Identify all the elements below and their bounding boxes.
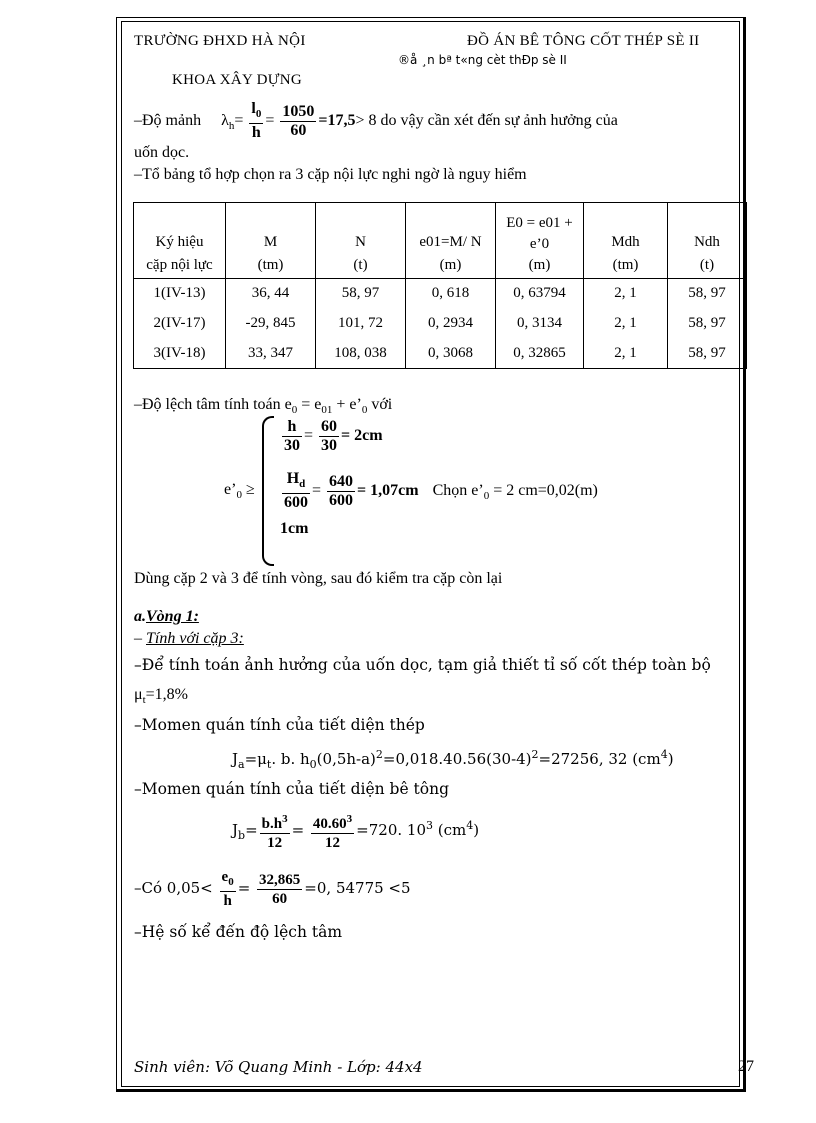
table-cell: 1(IV-13)	[134, 279, 226, 309]
frac-num-sub: d	[299, 478, 306, 491]
fraction-l0-h	[249, 100, 263, 142]
ja-formula-text: =0,018.40.56(30-4)	[382, 750, 532, 768]
choose-text: Chọn e’	[432, 481, 484, 499]
choose-text: = 2 cm=0,02(m)	[489, 481, 598, 499]
table-cell: 2, 1	[584, 339, 668, 369]
frac-den: h	[223, 893, 232, 909]
header-text: Ký hiệu	[155, 234, 204, 250]
sub-prefix: –	[134, 630, 146, 647]
round1-prefix: a.	[134, 608, 146, 625]
frac-den: 30	[321, 437, 338, 454]
table-header-row	[134, 203, 747, 279]
footer-student: Sinh viên: Võ Quang Minh - Lớp: 44x4	[134, 1058, 423, 1076]
table-header-cell	[406, 203, 496, 279]
table-cell: 36, 44	[226, 279, 316, 309]
table-cell: 0, 2934	[406, 309, 496, 339]
case2-result: = 1,07cm	[357, 481, 419, 499]
header-text: (t)	[353, 257, 368, 273]
ecc-text: với	[367, 396, 393, 413]
frac-num-sub: 0	[255, 108, 262, 121]
check-result: =0, 54775 <5	[304, 879, 411, 897]
round1-title	[134, 608, 199, 626]
table-cell: 58, 97	[668, 339, 747, 369]
frac-den: 12	[325, 835, 341, 851]
round1-title-text: Vòng 1:	[146, 608, 199, 625]
frac-bh3-12: $\frac{b.h^3}{12}$	[260, 810, 290, 852]
use-pairs-line: Dùng cặp 2 và 3 để tính vòng, sau đó kiểm tra cặp còn lại	[134, 570, 503, 587]
frac-60-30	[319, 418, 339, 455]
header-text: (m)	[439, 257, 462, 273]
e0-lhs: $e’_0$ ≥	[224, 481, 255, 502]
table-cell: 2, 1	[584, 279, 668, 309]
ja-formula: $J_a=\mu_t$. b. $h_0(0,5h-a)^2=0,018.40.56(30-4)^2=27256$, 32 $(cm^4)$	[232, 748, 674, 771]
table-cell: 58, 97	[316, 279, 406, 309]
frac-32865-60	[257, 871, 302, 908]
case1-result: = 2cm	[341, 427, 383, 445]
internal-forces-table	[133, 202, 747, 369]
table-header-cell	[584, 203, 668, 279]
frac-den: h	[251, 124, 261, 142]
jb-result: =720. 10	[356, 821, 426, 839]
ecc-lhs-text: e’	[224, 481, 237, 498]
table-cell: 0, 3068	[406, 339, 496, 369]
table-cell: 2, 1	[584, 309, 668, 339]
frac-num: b.h	[261, 816, 283, 832]
subtitle-text: Tính với cặp 3:	[146, 630, 244, 647]
header-text: (tm)	[257, 257, 284, 273]
assume-line: –Để tính toán ảnh hưởng của uốn dọc, tạm giả thiết tỉ số cốt thép toàn bộ	[134, 656, 711, 674]
table-header-cell	[134, 203, 226, 279]
ecc-text: + e’	[332, 396, 362, 413]
table-cell: 101, 72	[316, 309, 406, 339]
ecc-text: –Độ lệch tâm tính toán e	[134, 396, 292, 413]
frac-num: l	[251, 100, 256, 117]
mu-value: =1,8%	[145, 686, 188, 703]
slenderness-line: –Độ mảnh $\lambda_h=$ $\frac{l_0}{h}$ = $\frac{1050}{60}$ =17,5> 8 do vậy cần xét đến sự ảnh hưởng của	[134, 100, 618, 142]
mu-line: $\mu_t=1,8\%$	[134, 686, 188, 707]
frac-den: 600	[329, 491, 354, 509]
round1-subtitle	[134, 630, 244, 648]
frac-den: 12	[267, 835, 283, 851]
table-row	[134, 339, 747, 369]
header-text: M	[263, 234, 278, 250]
frac-num: 32,865	[259, 871, 301, 888]
table-header-cell	[496, 203, 584, 279]
table-header-cell	[316, 203, 406, 279]
case-2: $\frac{H_d}{600}$ = $\frac{640}{600}$ = 1,07cm Chọn $e’_0 = 2$ cm=0,02(m)	[284, 470, 598, 512]
project-title: ĐỒ ÁN BÊ TÔNG CỐT THÉP SÈ II	[467, 33, 700, 49]
header-text: (t)	[699, 257, 715, 273]
header-text: (m)	[528, 257, 551, 273]
ja-result: =27256, 32 (cm	[538, 750, 661, 768]
table-row	[134, 309, 747, 339]
coef-line: –Hệ số kể đến độ lệch tâm	[134, 923, 343, 941]
ecc-text: = e	[297, 396, 322, 413]
frac-den: 60	[272, 890, 288, 907]
case-3: 1cm	[280, 520, 309, 537]
jb-formula: $J_b=$ $\frac{b.h^3}{12}$ = $\frac{40.60^3}{12}$ =720. $10^3$ $(cm^4)$	[232, 810, 479, 852]
table-cell: 58, 97	[668, 309, 747, 339]
header-text: Ndh	[694, 234, 720, 250]
frac-den: 600	[284, 494, 308, 512]
frac-num: H	[286, 470, 300, 487]
table-row	[134, 279, 747, 309]
frac-num: 1050	[282, 102, 315, 120]
check-line: –Có 0,05< $\frac{e_0}{h}$ = $\frac{32,865}{60}$ =0, 54775 <5	[134, 869, 411, 909]
page-number: 27	[738, 1058, 754, 1075]
header-text: cặp nội lực	[146, 257, 213, 273]
table-header-cell	[668, 203, 747, 279]
table-cell: 2(IV-17)	[134, 309, 226, 339]
table-cell: 3(IV-18)	[134, 339, 226, 369]
table-cell: 108, 038	[316, 339, 406, 369]
faculty-name: KHOA XÂY DỰNG	[172, 72, 302, 88]
table-cell: 58, 97	[668, 279, 747, 309]
cases-brace	[262, 416, 274, 566]
frac-640-600	[327, 473, 355, 510]
frac-den: 30	[284, 437, 300, 454]
frac-num: 60	[321, 418, 338, 435]
frac-num: e	[221, 869, 229, 885]
case-1: $\frac{h}{30}$ = $\frac{60}{30}$ = 2cm	[284, 418, 383, 454]
frac-e0-h: $\frac{e_0}{h}$	[221, 869, 234, 909]
slenderness-line2: uốn dọc.	[134, 144, 190, 161]
table-cell: -29, 845	[226, 309, 316, 339]
project-title-garbled: ®å ¸n bª t«ng cèt thÐp sè II	[398, 53, 567, 67]
header-text: Mdh	[611, 234, 640, 250]
table-header-cell	[226, 203, 316, 279]
header-text: e’0	[529, 236, 550, 252]
lambda-sub: h	[228, 119, 235, 132]
lambda-symbol: λ	[221, 111, 229, 129]
header-text: N	[355, 234, 366, 250]
frac-num: 40.60	[312, 816, 347, 832]
frac-num: h	[282, 418, 302, 437]
table-cell: 0, 32865	[496, 339, 584, 369]
eccentricity-line: –Độ lệch tâm tính toán $e_0 = e_{01}$ + $e’_0$ với	[134, 396, 393, 417]
school-name: TRƯỜNG ĐHXD HÀ NỘI	[134, 33, 306, 49]
table-cell: 0, 618	[406, 279, 496, 309]
header-text: e01=M/ N	[419, 234, 482, 250]
table-intro: –Tổ bảng tổ hợp chọn ra 3 cặp nội lực nghi ngờ là nguy hiểm	[134, 166, 527, 183]
frac-hd-600	[282, 470, 310, 512]
table-cell: 0, 63794	[496, 279, 584, 309]
frac-40603-12: $\frac{40.60^3}{12}$	[311, 810, 354, 852]
header-text: E0 = e01 +	[506, 215, 573, 231]
fraction-1050-60	[280, 103, 316, 140]
slenderness-tail: > 8 do vậy cần xét đến sự ảnh hưởng của	[355, 111, 618, 129]
inertia-concrete-line: –Momen quán tính của tiết diện bê tông	[134, 780, 450, 798]
table-cell: 33, 347	[226, 339, 316, 369]
slenderness-prefix: –Độ mảnh	[134, 111, 202, 129]
frac-den: 60	[290, 121, 307, 139]
inertia-steel-line: –Momen quán tính của tiết diện thép	[134, 716, 425, 734]
slenderness-result: =17,5	[318, 111, 356, 129]
jb-unit: (cm	[433, 821, 467, 839]
frac-num: 640	[329, 472, 354, 490]
table-cell: 0, 3134	[496, 309, 584, 339]
header-text: (tm)	[612, 257, 639, 273]
frac-h-30	[282, 418, 302, 455]
check-prefix: –Có 0,05<	[134, 879, 213, 897]
